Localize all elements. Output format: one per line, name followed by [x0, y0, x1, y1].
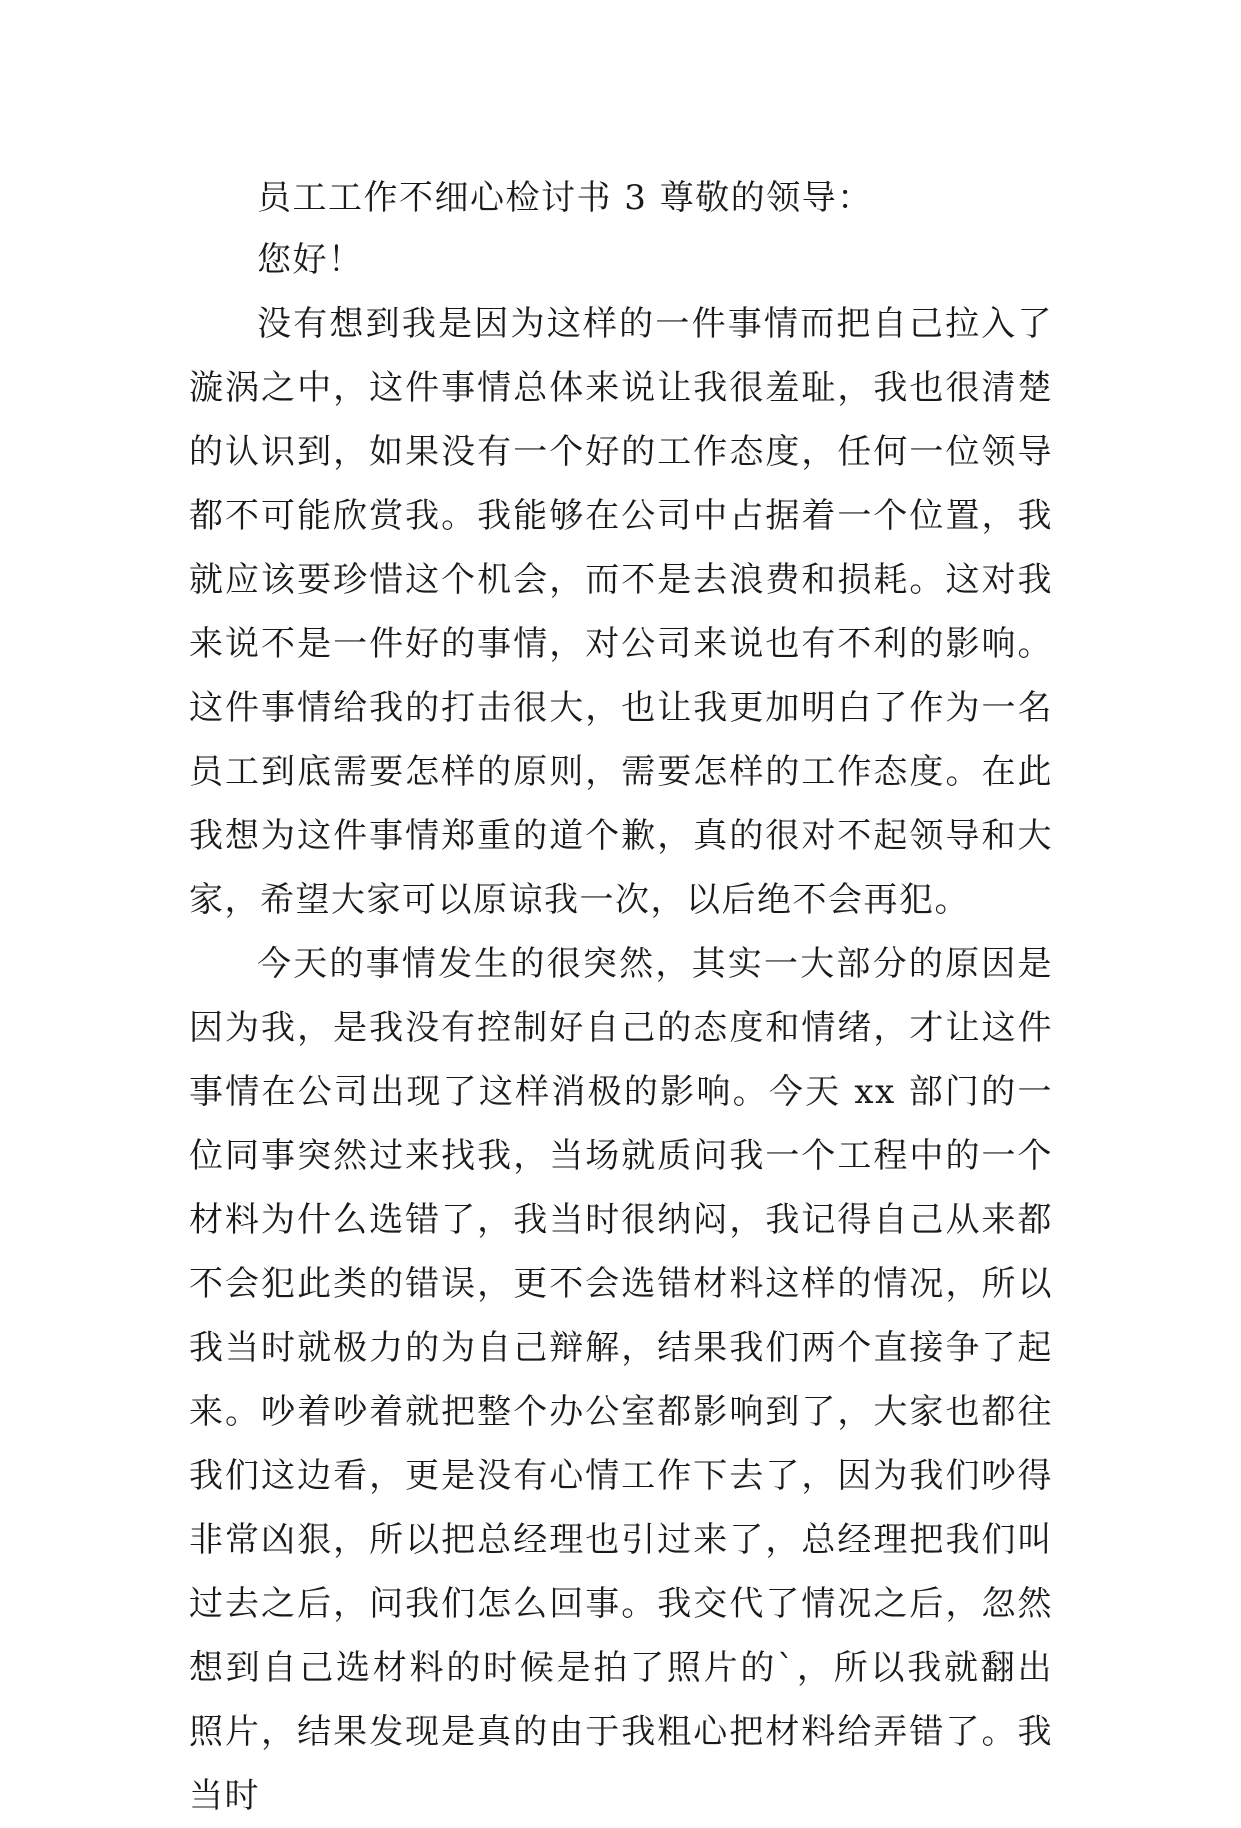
- greeting-line: 您好！: [257, 240, 364, 280]
- body-paragraph-2: 今天的事情发生的很突然，其实一大部分的原因是因为我，是我没有控制好自己的态度和情绪，才让这件事情在公司出现了这样消极的影响。今天 xx 部门的一位同事突然过来找我，当场就质问我一个工程中的一个材料为什么选错了，我当时很纳闷，我记得自己从来都不会犯此类的错误，更不会选错材料这样的情况，所以我当时就极力的为自己辩解，结果我们两个直接争了起来。吵着吵着就把整个办公室都影响到了，大家也都往我们这边看，更是没有心情工作下去了，因为我们吵得非常凶狠，所以把总经理也引过来了，总经理把我们叫过去之后，问我们怎么回事。我交代了情况之后，忽然想到自己选材料的时候是拍了照片的`，所以我就翻出照片，结果发现是真的由于我粗心把材料给弄错了。我当时: [189, 944, 1053, 1816]
- document-body: [189, 166, 1053, 1828]
- body-paragraph-1: 没有想到我是因为这样的一件事情而把自己拉入了漩涡之中，这件事情总体来说让我很羞耻，我也很清楚的认识到，如果没有一个好的工作态度，任何一位领导都不可能欣赏我。我能够在公司中占据着一个位置，我就应该要珍惜这个机会，而不是去浪费和损耗。这对我来说不是一件好的事情，对公司来说也有不利的影响。这件事情给我的打击很大，也让我更加明白了作为一名员工到底需要怎样的原则，需要怎样的工作态度。在此我想为这件事情郑重的道个歉，真的很对不起领导和大家，希望大家可以原谅我一次，以后绝不会再犯。: [189, 304, 1053, 920]
- document-title-line: 员工工作不细心检讨书 3 尊敬的领导：: [257, 178, 873, 218]
